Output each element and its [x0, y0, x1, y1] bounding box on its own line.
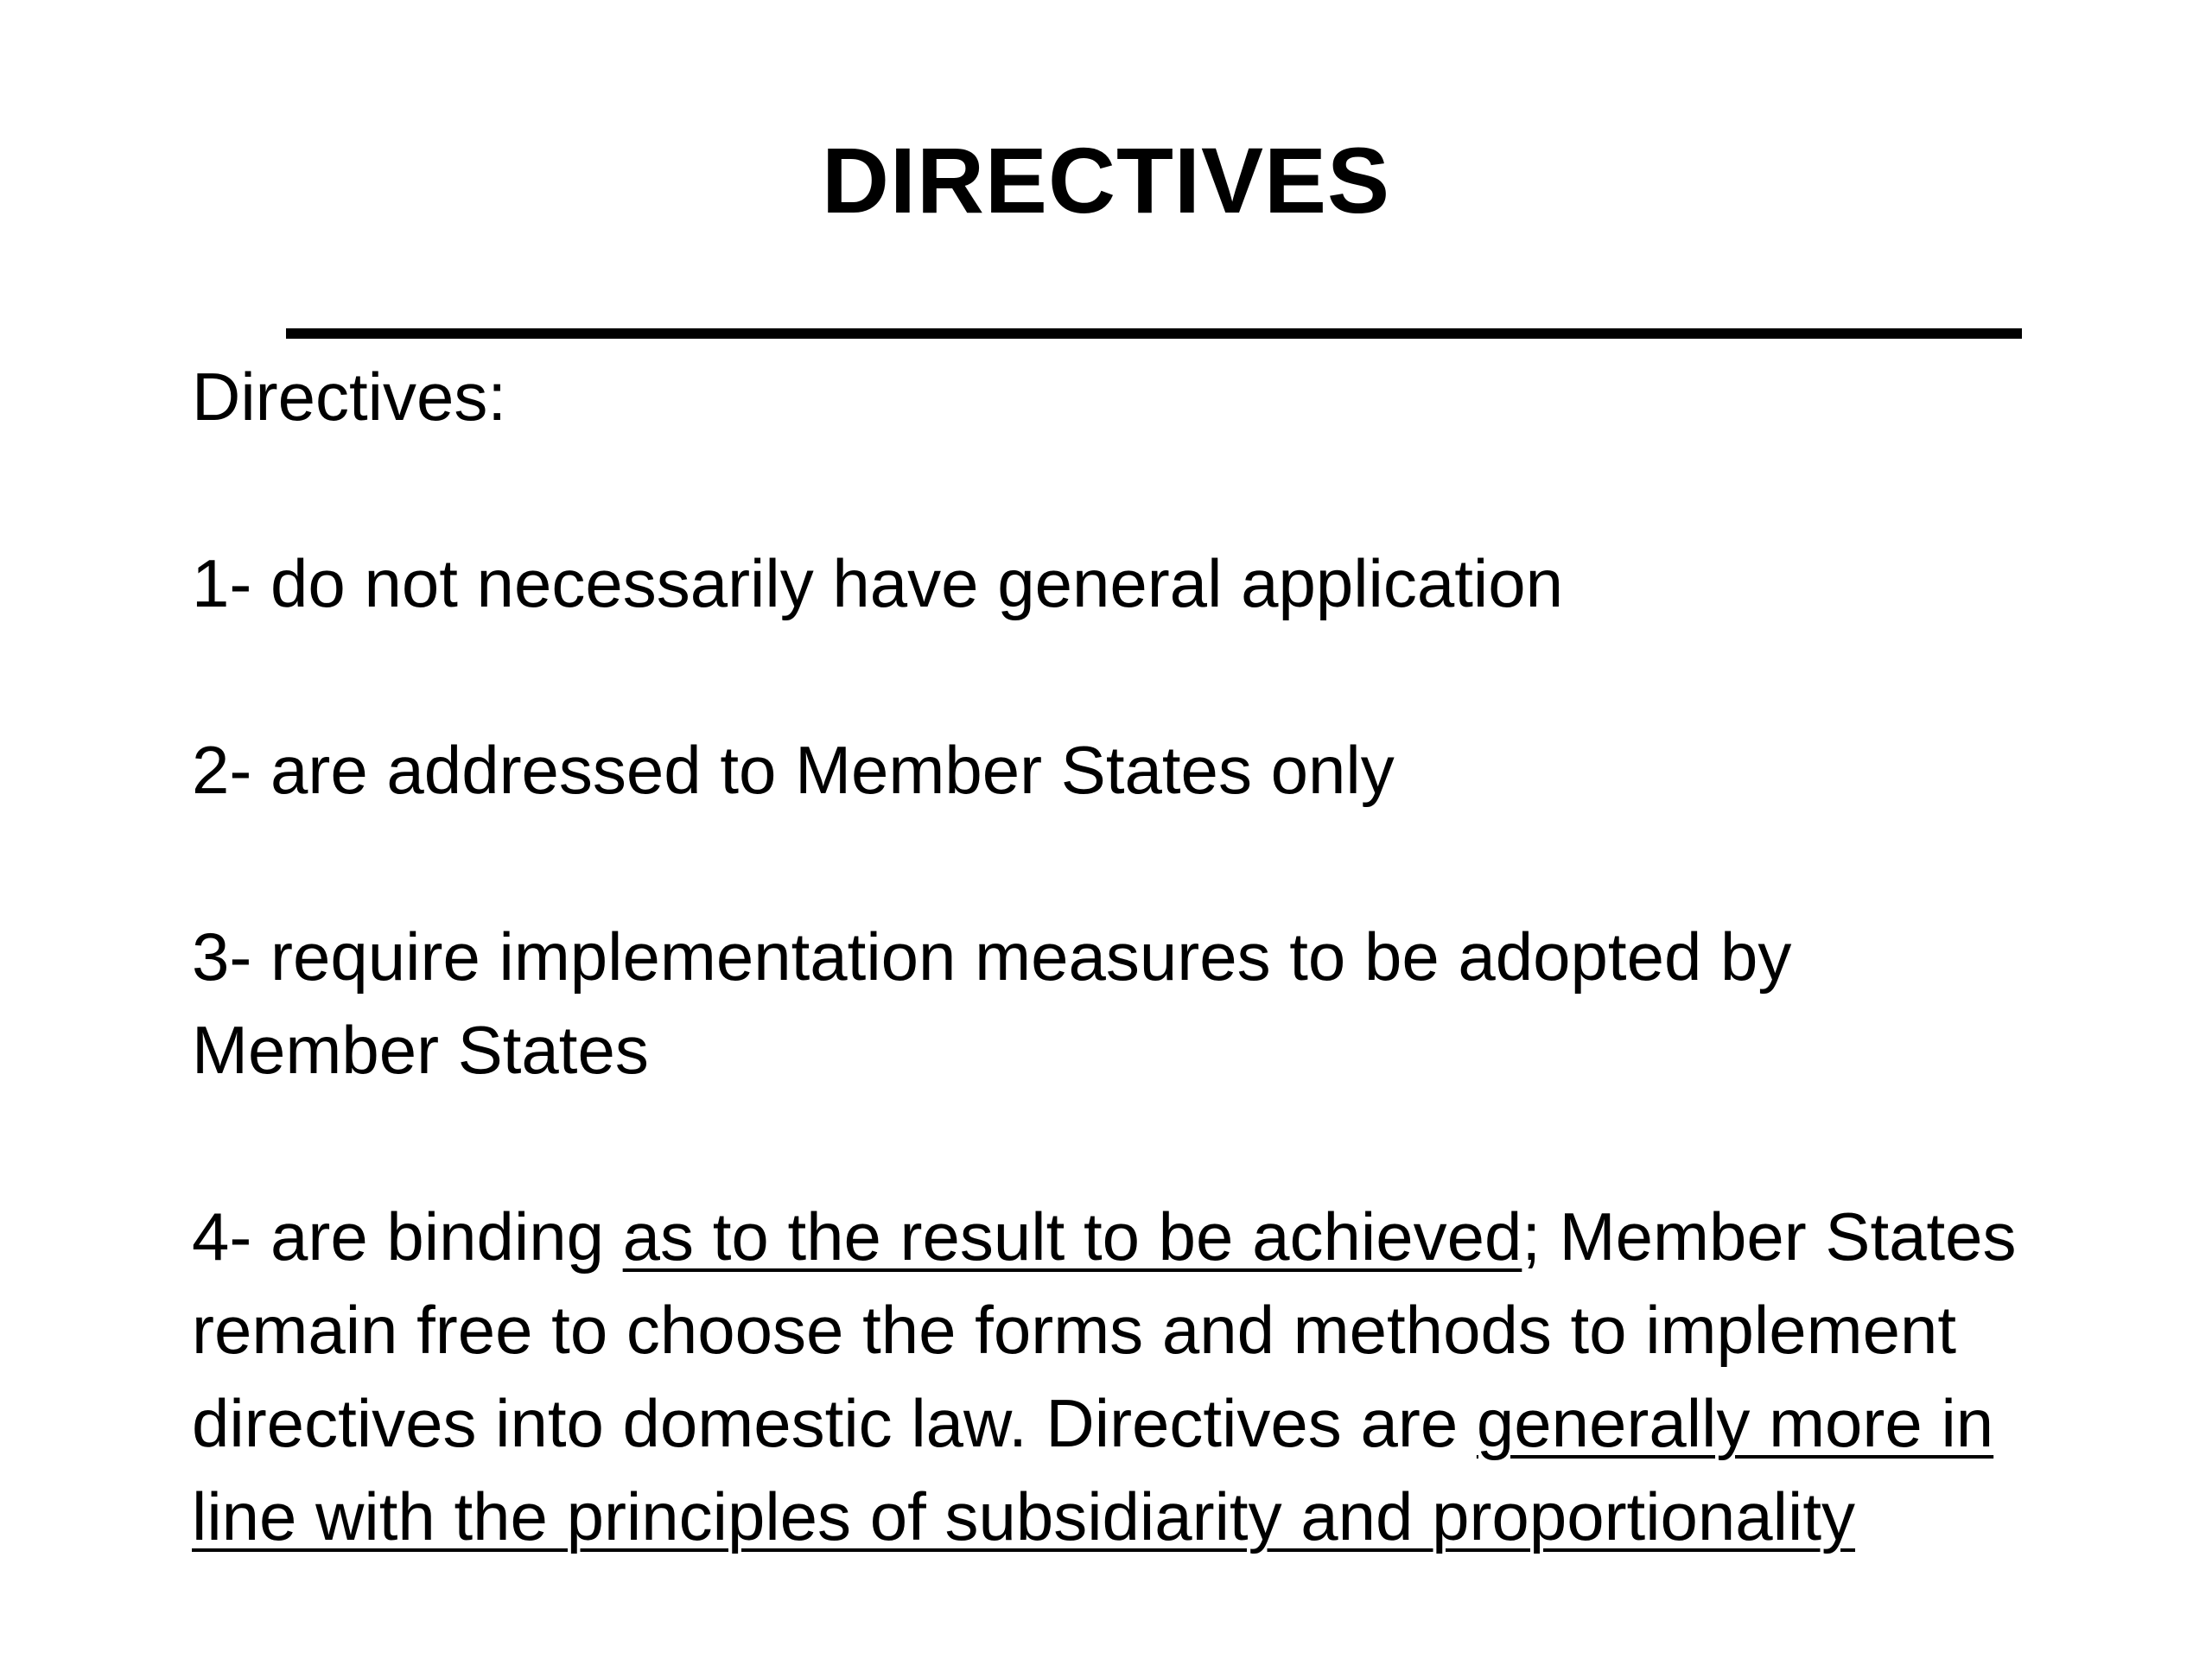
list-item-3: 3- require implementation measures to be adopted by Member States [192, 918, 1792, 1088]
spacer [192, 817, 2050, 910]
spacer [192, 1096, 2050, 1190]
slide-body [192, 350, 2050, 1563]
list-item-2: 2- are addressed to Member States only [192, 732, 1395, 808]
list-item-1: 1- do not necessarily have general application [192, 545, 1564, 621]
list-item-4 [192, 1190, 2050, 1563]
slide-title: DIRECTIVES [821, 128, 1391, 232]
title-divider [286, 328, 2022, 339]
intro-text: Directives: [192, 359, 507, 435]
list-item-4-middle: ; Member States remain free to choose the forms and methods to implement directives into domestic law. Directives are [192, 1198, 2017, 1461]
list-item-4-prefix: 4- are binding [192, 1198, 623, 1274]
underlined-phrase-result: as to the result to be achieved [622, 1198, 1522, 1274]
underlined-phrase-principles: generally more in line with the principles of subsidiarity and proportionality [192, 1385, 1994, 1554]
spacer [192, 443, 2050, 537]
spacer [192, 630, 2050, 723]
